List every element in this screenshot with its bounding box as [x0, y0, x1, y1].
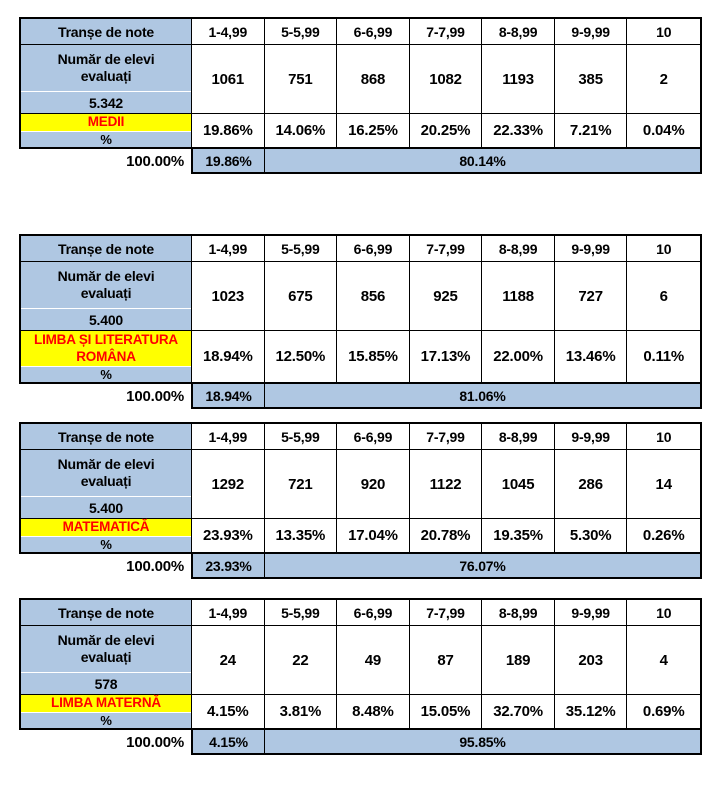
percentage-cell: 20.25% — [410, 114, 483, 147]
grade-range-header-cell: 6-6,99 — [337, 19, 410, 44]
total-students-cell: 5.400 — [21, 309, 191, 331]
percentage-cell: 8.48% — [337, 695, 410, 728]
grade-distribution-table-matematica — [19, 422, 702, 579]
percentage-cell: 23.93% — [192, 519, 265, 552]
grade-range-header-cell: 8-8,99 — [482, 19, 555, 44]
table-header-label: Tranșe de note — [21, 19, 191, 45]
grade-range-header-cell: 8-8,99 — [482, 236, 555, 261]
student-count-cell: 1045 — [482, 450, 555, 518]
student-count-cell: 24 — [192, 626, 265, 694]
table-grid — [19, 422, 702, 554]
grade-range-header-cell: 9-9,99 — [555, 600, 628, 625]
grade-range-header-cell: 8-8,99 — [482, 424, 555, 449]
data-columns — [191, 19, 700, 147]
table-grid — [19, 17, 702, 149]
percentages-row — [192, 331, 700, 382]
grade-range-header-cell: 10 — [627, 424, 700, 449]
grade-range-header-cell: 9-9,99 — [555, 236, 628, 261]
percentage-cell: 14.06% — [265, 114, 338, 147]
student-count-cell: 925 — [410, 262, 483, 330]
grade-range-header-cell: 9-9,99 — [555, 424, 628, 449]
count-row-label: Număr de elevi evaluați — [21, 626, 191, 673]
percent-row-label: % — [21, 132, 191, 147]
percentage-cell: 20.78% — [410, 519, 483, 552]
grade-range-header-cell: 7-7,99 — [410, 19, 483, 44]
grade-range-header-cell: 1-4,99 — [192, 424, 265, 449]
percentage-cell: 15.85% — [337, 331, 410, 382]
total-students-cell: 5.342 — [21, 92, 191, 114]
below-pass-share-cell: 19.86% — [191, 149, 265, 174]
summary-row — [19, 730, 702, 755]
percentage-cell: 18.94% — [192, 331, 265, 382]
below-pass-share-cell: 23.93% — [191, 554, 265, 579]
percent-row-label: % — [21, 713, 191, 728]
percentages-row — [192, 114, 700, 147]
above-pass-share-cell: 76.07% — [265, 554, 702, 579]
percentage-cell: 32.70% — [482, 695, 555, 728]
percentages-row — [192, 519, 700, 552]
percentage-cell: 16.25% — [337, 114, 410, 147]
student-count-cell: 4 — [627, 626, 700, 694]
percent-row-label: % — [21, 537, 191, 552]
percentage-cell: 0.26% — [627, 519, 700, 552]
grade-range-header-cell: 7-7,99 — [410, 424, 483, 449]
total-percent-cell: 100.00% — [19, 149, 191, 174]
percentage-cell: 12.50% — [265, 331, 338, 382]
total-students-cell: 578 — [21, 673, 191, 695]
student-count-cell: 751 — [265, 45, 338, 113]
grade-ranges-row — [192, 600, 700, 626]
grade-range-header-cell: 5-5,99 — [265, 19, 338, 44]
student-count-cell: 203 — [555, 626, 628, 694]
grade-ranges-row — [192, 19, 700, 45]
subject-label-cell: LIMBA ȘI LITERATURA ROMÂNA — [21, 331, 191, 367]
summary-row — [19, 149, 702, 174]
percentages-row — [192, 695, 700, 728]
student-count-cell: 6 — [627, 262, 700, 330]
grade-distribution-table-materna — [19, 598, 702, 755]
student-count-cell: 385 — [555, 45, 628, 113]
above-pass-share-cell: 80.14% — [265, 149, 702, 174]
grade-range-header-cell: 1-4,99 — [192, 19, 265, 44]
grade-range-header-cell: 8-8,99 — [482, 600, 555, 625]
percentage-cell: 5.30% — [555, 519, 628, 552]
grade-range-header-cell: 6-6,99 — [337, 600, 410, 625]
percentage-cell: 17.13% — [410, 331, 483, 382]
student-count-cell: 189 — [482, 626, 555, 694]
student-count-cell: 675 — [265, 262, 338, 330]
grade-range-header-cell: 7-7,99 — [410, 236, 483, 261]
label-column — [21, 19, 191, 147]
student-count-cell: 49 — [337, 626, 410, 694]
total-percent-cell: 100.00% — [19, 554, 191, 579]
percentage-cell: 3.81% — [265, 695, 338, 728]
student-counts-row — [192, 450, 700, 519]
table-header-label: Tranșe de note — [21, 236, 191, 262]
percentage-cell: 17.04% — [337, 519, 410, 552]
percentage-cell: 0.69% — [627, 695, 700, 728]
total-percent-cell: 100.00% — [19, 384, 191, 409]
total-students-cell: 5.400 — [21, 497, 191, 519]
student-count-cell: 22 — [265, 626, 338, 694]
below-pass-share-cell: 18.94% — [191, 384, 265, 409]
grade-range-header-cell: 6-6,99 — [337, 236, 410, 261]
percentage-cell: 22.33% — [482, 114, 555, 147]
student-count-cell: 920 — [337, 450, 410, 518]
student-count-cell: 727 — [555, 262, 628, 330]
grade-range-header-cell: 5-5,99 — [265, 236, 338, 261]
student-count-cell: 14 — [627, 450, 700, 518]
grade-range-header-cell: 10 — [627, 600, 700, 625]
label-column — [21, 236, 191, 382]
student-count-cell: 1188 — [482, 262, 555, 330]
data-columns — [191, 236, 700, 382]
above-pass-share-cell: 95.85% — [265, 730, 702, 755]
label-column — [21, 424, 191, 552]
percentage-cell: 7.21% — [555, 114, 628, 147]
count-row-label: Număr de elevi evaluați — [21, 262, 191, 309]
student-count-cell: 856 — [337, 262, 410, 330]
grade-range-header-cell: 1-4,99 — [192, 600, 265, 625]
grade-range-header-cell: 7-7,99 — [410, 600, 483, 625]
grade-ranges-row — [192, 424, 700, 450]
student-counts-row — [192, 45, 700, 114]
grade-range-header-cell: 5-5,99 — [265, 600, 338, 625]
percentage-cell: 4.15% — [192, 695, 265, 728]
grade-distribution-table-romana — [19, 234, 702, 409]
percentage-cell: 0.11% — [627, 331, 700, 382]
table-grid — [19, 234, 702, 384]
data-columns — [191, 424, 700, 552]
subject-label-cell: MEDII — [21, 114, 191, 132]
count-row-label: Număr de elevi evaluați — [21, 45, 191, 92]
percentage-cell: 19.86% — [192, 114, 265, 147]
table-grid — [19, 598, 702, 730]
student-counts-row — [192, 262, 700, 331]
percentage-cell: 0.04% — [627, 114, 700, 147]
summary-row — [19, 554, 702, 579]
student-count-cell: 1292 — [192, 450, 265, 518]
percentage-cell: 15.05% — [410, 695, 483, 728]
student-count-cell: 2 — [627, 45, 700, 113]
percentage-cell: 35.12% — [555, 695, 628, 728]
student-count-cell: 1082 — [410, 45, 483, 113]
student-count-cell: 868 — [337, 45, 410, 113]
student-count-cell: 1193 — [482, 45, 555, 113]
grade-range-header-cell: 10 — [627, 19, 700, 44]
table-header-label: Tranșe de note — [21, 424, 191, 450]
grade-range-header-cell: 5-5,99 — [265, 424, 338, 449]
student-count-cell: 1061 — [192, 45, 265, 113]
student-count-cell: 286 — [555, 450, 628, 518]
percentage-cell: 13.35% — [265, 519, 338, 552]
table-header-label: Tranșe de note — [21, 600, 191, 626]
grade-range-header-cell: 6-6,99 — [337, 424, 410, 449]
student-counts-row — [192, 626, 700, 695]
grade-distribution-table-medii — [19, 17, 702, 174]
percentage-cell: 22.00% — [482, 331, 555, 382]
percent-row-label: % — [21, 367, 191, 382]
grade-range-header-cell: 10 — [627, 236, 700, 261]
percentage-cell: 19.35% — [482, 519, 555, 552]
label-column — [21, 600, 191, 728]
above-pass-share-cell: 81.06% — [265, 384, 702, 409]
count-row-label: Număr de elevi evaluați — [21, 450, 191, 497]
subject-label-cell: MATEMATICĂ — [21, 519, 191, 537]
student-count-cell: 1023 — [192, 262, 265, 330]
grade-ranges-row — [192, 236, 700, 262]
grade-range-header-cell: 1-4,99 — [192, 236, 265, 261]
percentage-cell: 13.46% — [555, 331, 628, 382]
data-columns — [191, 600, 700, 728]
student-count-cell: 1122 — [410, 450, 483, 518]
grade-range-header-cell: 9-9,99 — [555, 19, 628, 44]
total-percent-cell: 100.00% — [19, 730, 191, 755]
student-count-cell: 721 — [265, 450, 338, 518]
student-count-cell: 87 — [410, 626, 483, 694]
subject-label-cell: LIMBA MATERNĂ — [21, 695, 191, 713]
summary-row — [19, 384, 702, 409]
below-pass-share-cell: 4.15% — [191, 730, 265, 755]
